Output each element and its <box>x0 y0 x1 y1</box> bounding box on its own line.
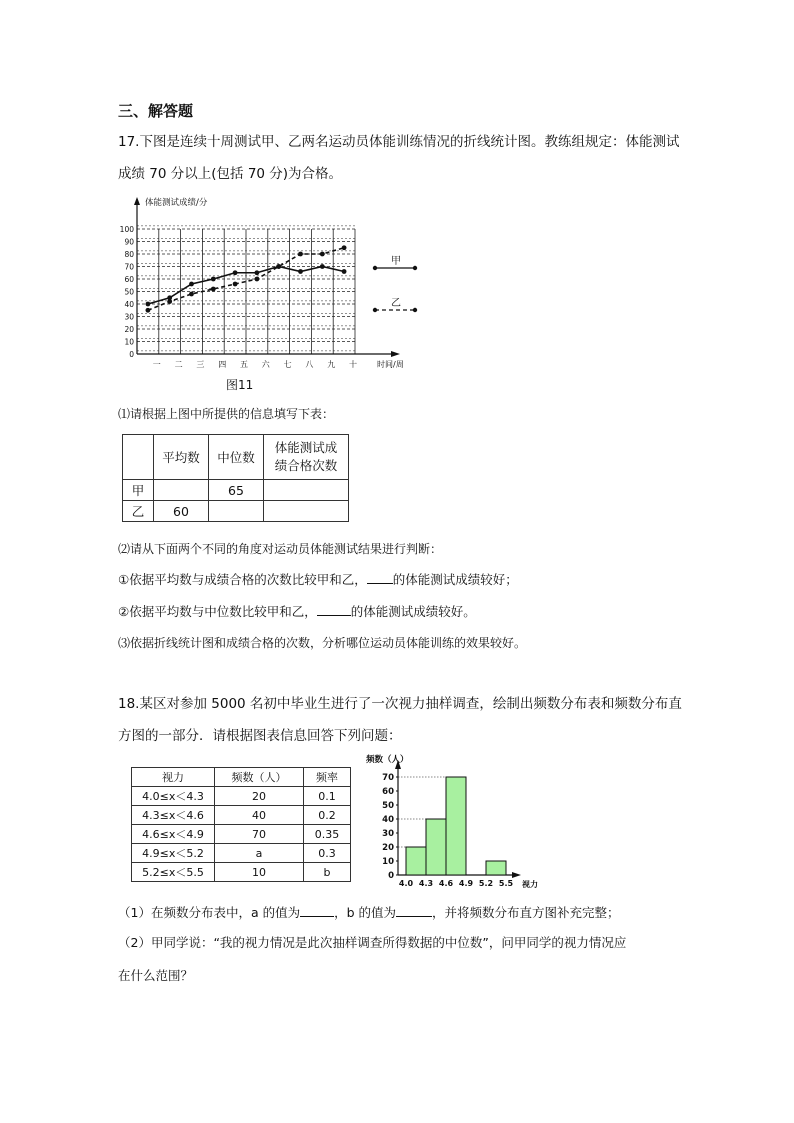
x-tick-label: 4.0 <box>398 879 414 888</box>
y-tick-label: 10 <box>382 857 394 867</box>
table-header-cell: 平均数 <box>154 435 209 480</box>
answer-blank[interactable] <box>300 904 334 917</box>
histogram-bar <box>426 819 446 875</box>
q17-item1-text: 的体能测试成绩较好； <box>392 572 518 587</box>
y-tick-label: 20 <box>124 325 134 334</box>
table-cell: 4.3≤x＜4.6 <box>132 806 215 825</box>
y-tick-label: 60 <box>124 275 134 284</box>
data-point <box>276 264 281 269</box>
table-cell <box>154 480 209 501</box>
q17-line2: 成绩 70 分以上(包括 70 分)为合格。 <box>118 166 343 182</box>
data-point <box>255 277 260 282</box>
y-axis-arrow <box>134 197 140 205</box>
x-tick-label: 4.6 <box>438 879 454 888</box>
y-tick-label: 100 <box>119 225 134 234</box>
table-cell: 0.2 <box>304 806 351 825</box>
q18-sub1-text: ，并将频数分布直方图补充完整； <box>432 905 620 920</box>
line-chart-legend <box>373 255 417 312</box>
table-row <box>132 787 351 806</box>
table-cell: 60 <box>154 501 209 522</box>
table-row <box>132 825 351 844</box>
table-cell: 4.9≤x＜5.2 <box>132 844 215 863</box>
table-row <box>132 844 351 863</box>
x-tick-label: 5.2 <box>478 879 494 888</box>
table-header-cell: 中位数 <box>209 435 264 480</box>
q18-sub1-text: ，b 的值为 <box>334 905 397 920</box>
q17-sub1: ⑴请根据上图中所提供的信息填写下表： <box>118 407 335 421</box>
data-point <box>211 287 216 292</box>
line-chart <box>115 193 425 398</box>
histogram-bar <box>406 847 426 875</box>
table-cell: 甲 <box>123 480 154 501</box>
table-cell <box>264 480 349 501</box>
y-axis-label: 频数（人） <box>366 755 409 765</box>
x-tick-label: 4.9 <box>458 879 474 888</box>
q18-sub2-line1: （2）甲同学说：“我的视力情况是此次抽样调查所得数据的中位数”，问甲同学的视力情况应 <box>118 935 627 950</box>
figure-caption: 图11 <box>226 378 254 392</box>
table-cell: 5.2≤x＜5.5 <box>132 863 215 882</box>
q18-line2: 方图的一部分．请根据图表信息回答下列问题： <box>118 728 402 744</box>
answer-blank[interactable] <box>317 603 351 616</box>
data-point <box>298 269 303 274</box>
q18-sub1-text: （1）在频数分布表中，a 的值为 <box>118 905 301 920</box>
legend-marker <box>373 308 377 312</box>
table-header-row <box>132 768 351 787</box>
q17-sub3: ⑶依据折线统计图和成绩合格的次数，分析哪位运动员体能训练的效果较好。 <box>118 636 527 650</box>
table-cell: 4.6≤x＜4.9 <box>132 825 215 844</box>
x-tick-label: 5.5 <box>498 879 514 888</box>
answer-blank[interactable] <box>396 904 432 917</box>
table-cell: 0.3 <box>304 844 351 863</box>
y-tick-label: 50 <box>124 287 134 297</box>
table-header-cell: 频数（人） <box>215 768 304 787</box>
x-tick-label: 4.3 <box>418 879 434 888</box>
y-tick-label: 90 <box>124 237 134 247</box>
x-tick-label: 五 <box>240 360 248 369</box>
y-tick-label: 80 <box>124 250 134 259</box>
table-cell: 0.35 <box>304 825 351 844</box>
data-point <box>320 264 325 269</box>
table-cell: 乙 <box>123 501 154 522</box>
y-tick-label: 0 <box>388 871 394 881</box>
x-tick-label: 八 <box>305 360 314 369</box>
table-cell: 40 <box>215 806 304 825</box>
x-tick-label: 四 <box>218 360 227 369</box>
table-cell: 70 <box>215 825 304 844</box>
legend-marker <box>373 266 377 270</box>
table-cell: 20 <box>215 787 304 806</box>
table-cell: 65 <box>209 480 264 501</box>
data-point <box>255 270 260 275</box>
table-header-cell <box>123 435 154 480</box>
table-cell: a <box>215 844 304 863</box>
table-row <box>132 806 351 825</box>
data-point <box>146 302 151 307</box>
x-tick-label: 二 <box>174 360 183 369</box>
data-point <box>167 299 172 304</box>
y-tick-label: 40 <box>124 300 134 309</box>
q17-sub2: ⑵请从下面两个不同的角度对运动员体能测试结果进行判断： <box>118 542 443 556</box>
q18-sub1 <box>118 903 620 921</box>
q17-item2-text: 的体能测试成绩较好。 <box>350 604 476 619</box>
y-tick-label: 10 <box>124 337 134 347</box>
data-point <box>342 269 347 274</box>
q17-item2-text: ②依据平均数与中位数比较甲和乙， <box>118 604 317 619</box>
data-point <box>233 270 238 275</box>
histogram-bar <box>446 777 466 875</box>
answer-blank[interactable] <box>367 571 393 584</box>
section-title: 三、解答题 <box>118 102 194 120</box>
data-point <box>342 245 347 250</box>
x-tick-label: 六 <box>261 360 270 369</box>
x-tick-label: 七 <box>283 360 292 369</box>
table-row <box>123 501 349 522</box>
x-tick-label: 一 <box>152 360 161 369</box>
y-tick-label: 70 <box>124 262 134 272</box>
table-row <box>132 863 351 882</box>
histogram-bars <box>406 777 506 875</box>
q17-table <box>122 434 349 522</box>
q18-table <box>131 767 351 882</box>
table-cell: 10 <box>215 863 304 882</box>
x-tick-label: 十 <box>349 360 357 369</box>
y-tick-label: 70 <box>382 773 394 783</box>
legend-marker <box>413 308 417 312</box>
table-row <box>123 480 349 501</box>
x-tick-label: 三 <box>196 360 205 369</box>
line-chart-grid <box>137 226 355 354</box>
legend-label: 甲 <box>391 256 401 267</box>
q18-line1: 18.某区对参加 5000 名初中毕业生进行了一次视力抽样调查，绘制出频数分布表和频数分布直 <box>118 696 682 712</box>
line-chart-axes <box>134 197 400 357</box>
q17-item1-text: ①依据平均数与成绩合格的次数比较甲和乙， <box>118 572 367 587</box>
y-axis-label: 体能测试成绩/分 <box>145 198 208 208</box>
histogram-chart <box>358 752 548 896</box>
data-point <box>146 308 151 313</box>
data-point <box>320 252 325 257</box>
data-point <box>189 282 194 287</box>
table-header-cell: 视力 <box>132 768 215 787</box>
x-axis-arrow <box>512 872 521 878</box>
y-tick-label: 50 <box>382 801 394 811</box>
x-axis-label: 视力 <box>522 880 538 889</box>
table-cell: 4.0≤x＜4.3 <box>132 787 215 806</box>
data-point <box>211 277 216 282</box>
table-cell: b <box>304 863 351 882</box>
data-point <box>298 252 303 257</box>
data-point <box>233 282 238 287</box>
table-header-row <box>123 435 349 480</box>
y-tick-label: 30 <box>124 312 134 322</box>
y-tick-label: 0 <box>129 350 134 359</box>
q17-item1 <box>118 570 518 588</box>
q17-item2 <box>118 602 476 620</box>
q18-sub2-line2: 在什么范围？ <box>118 968 194 983</box>
table-cell <box>209 501 264 522</box>
legend-label: 乙 <box>391 298 401 309</box>
line-chart-labels <box>120 197 404 369</box>
table-header-cell: 体能测试成 绩合格次数 <box>264 435 349 480</box>
y-tick-label: 20 <box>382 843 394 853</box>
x-axis-label: 时间/周 <box>377 360 404 369</box>
table-cell: 0.1 <box>304 787 351 806</box>
data-point <box>189 292 194 297</box>
histogram-bar <box>486 861 506 875</box>
x-axis-arrow <box>391 351 400 357</box>
legend-marker <box>413 266 417 270</box>
table-header-cell: 频率 <box>304 768 351 787</box>
q17-line1: 17.下图是连续十周测试甲、乙两名运动员体能训练情况的折线统计图。教练组规定：体能测试 <box>118 134 680 150</box>
x-tick-label: 九 <box>327 360 336 369</box>
table-cell <box>264 501 349 522</box>
y-tick-label: 40 <box>382 815 394 825</box>
y-tick-label: 60 <box>382 787 394 797</box>
y-tick-label: 30 <box>382 829 394 839</box>
